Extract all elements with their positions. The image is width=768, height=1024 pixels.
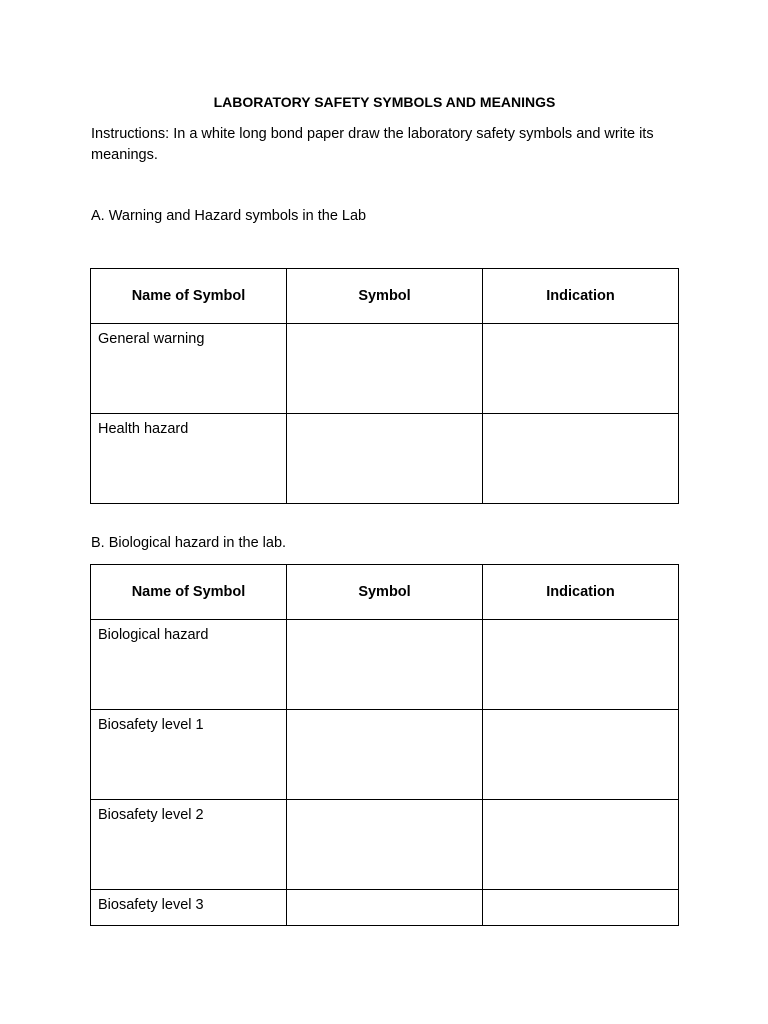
document-title: LABORATORY SAFETY SYMBOLS AND MEANINGS [213, 94, 556, 110]
symbol-name-cell: Biosafety level 1 [91, 710, 287, 800]
indication-cell [483, 324, 679, 414]
table-row [91, 414, 679, 504]
indication-cell [483, 620, 679, 710]
symbol-cell [287, 324, 483, 414]
symbol-cell [287, 414, 483, 504]
table-row [91, 620, 679, 710]
symbol-cell [287, 620, 483, 710]
table-row [91, 324, 679, 414]
symbol-name-cell: Health hazard [91, 414, 287, 504]
symbol-cell [287, 710, 483, 800]
table-header-row [91, 565, 679, 620]
column-header-symbol: Symbol [287, 269, 483, 324]
section-a-heading: A. Warning and Hazard symbols in the Lab [91, 208, 367, 224]
column-header-symbol: Symbol [287, 565, 483, 620]
symbol-name-cell: Biosafety level 3 [91, 890, 287, 926]
table-header-row [91, 269, 679, 324]
column-header-name: Name of Symbol [91, 565, 287, 620]
indication-cell [483, 414, 679, 504]
biological-hazard-table [90, 564, 679, 926]
symbol-cell [287, 800, 483, 890]
symbol-name-cell: Biological hazard [91, 620, 287, 710]
column-header-name: Name of Symbol [91, 269, 287, 324]
table-row [91, 890, 679, 926]
table-row [91, 800, 679, 890]
symbol-cell [287, 890, 483, 926]
column-header-indication: Indication [483, 269, 679, 324]
indication-cell [483, 890, 679, 926]
symbol-name-cell: General warning [91, 324, 287, 414]
indication-cell [483, 710, 679, 800]
column-header-indication: Indication [483, 565, 679, 620]
section-b-heading: B. Biological hazard in the lab. [91, 535, 287, 551]
indication-cell [483, 800, 679, 890]
instructions-text: Instructions: In a white long bond paper draw the laboratory safety symbols and write its meanings. [91, 126, 654, 163]
symbol-name-cell: Biosafety level 2 [91, 800, 287, 890]
warning-hazard-table [90, 268, 679, 504]
table-row [91, 710, 679, 800]
